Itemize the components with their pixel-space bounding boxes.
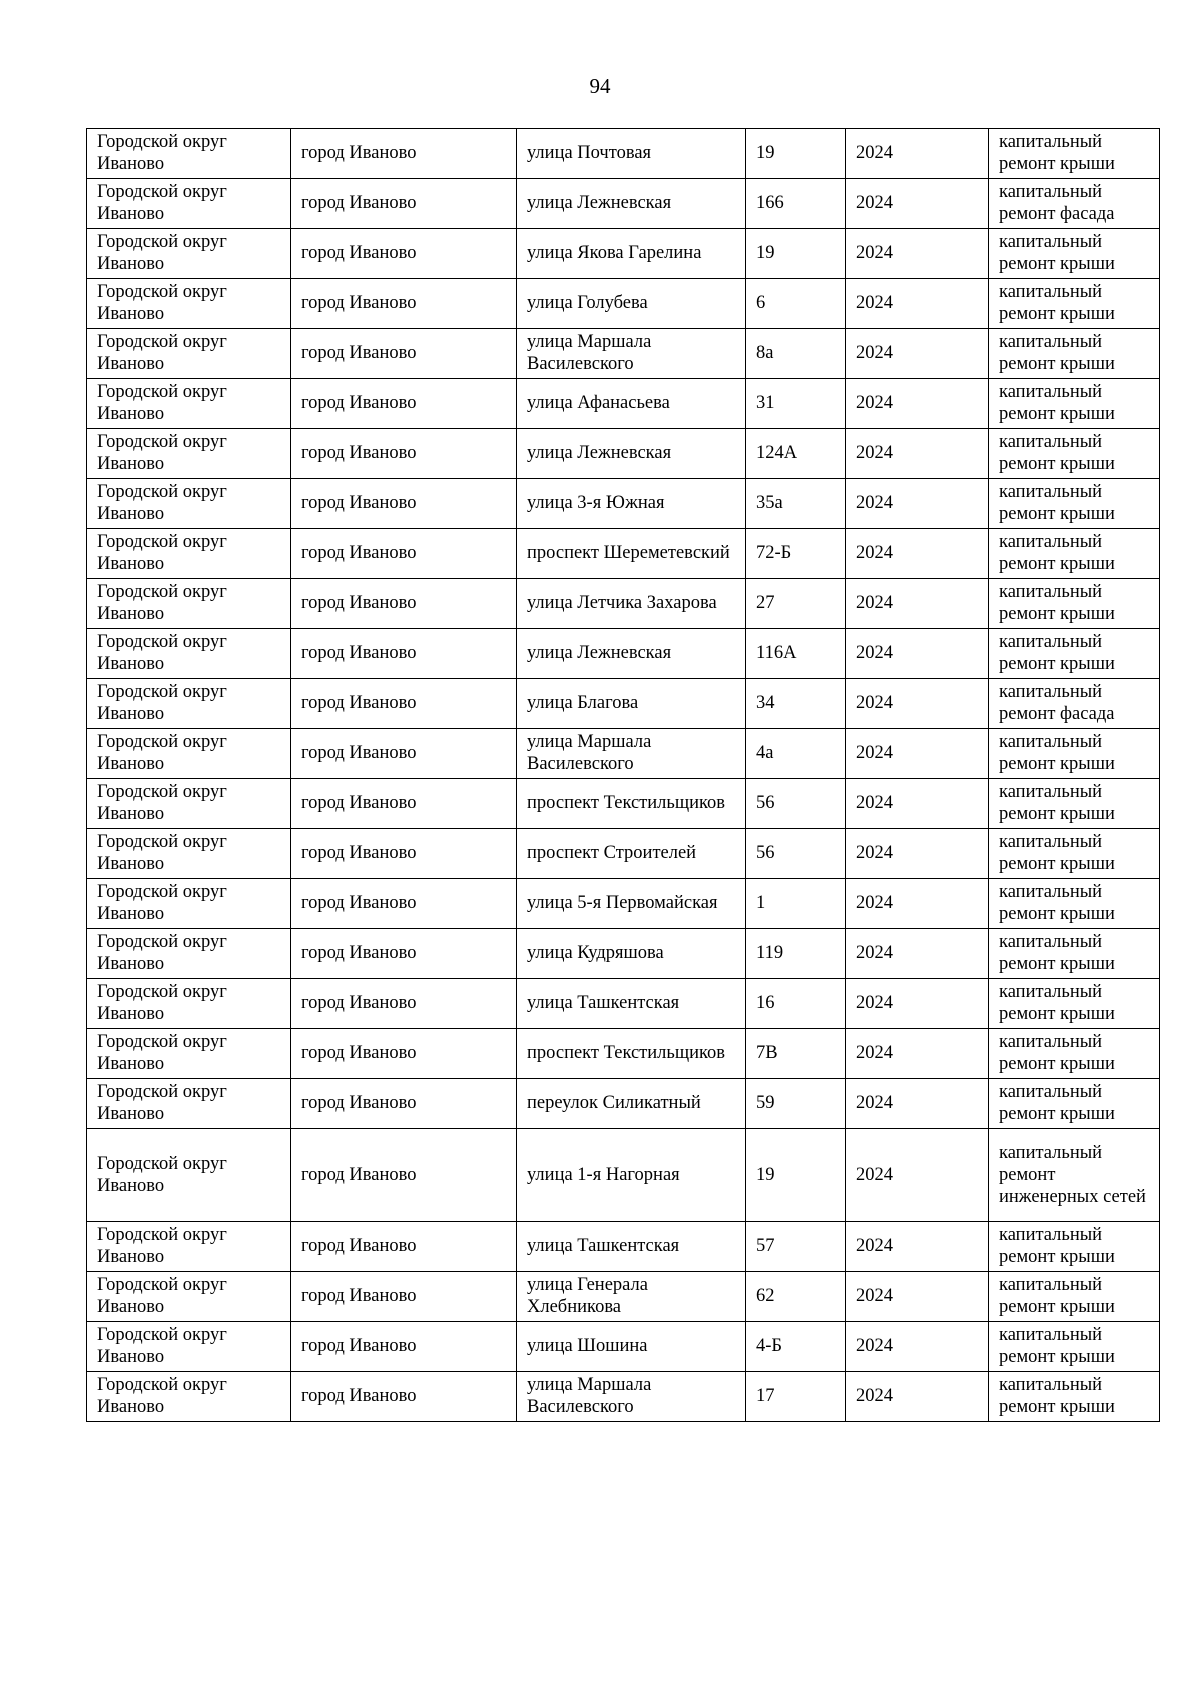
district-cell: Городской округ Иваново — [87, 579, 291, 629]
table-row — [87, 979, 1160, 1029]
work-type-cell: капитальный ремонт крыши — [989, 229, 1160, 279]
district-cell: Городской округ Иваново — [87, 829, 291, 879]
table-row — [87, 429, 1160, 479]
street-cell: улица 1-я Нагорная — [517, 1129, 746, 1222]
city-cell: город Иваново — [291, 879, 517, 929]
street-cell: улица Голубева — [517, 279, 746, 329]
street-cell: улица Почтовая — [517, 129, 746, 179]
house-number-cell: 59 — [746, 1079, 846, 1129]
work-type-cell: капитальный ремонт крыши — [989, 529, 1160, 579]
house-number-cell: 1 — [746, 879, 846, 929]
street-cell: улица Якова Гарелина — [517, 229, 746, 279]
work-type-cell: капитальный ремонт крыши — [989, 479, 1160, 529]
table-row — [87, 679, 1160, 729]
work-type-cell: капитальный ремонт крыши — [989, 1029, 1160, 1079]
house-number-cell: 166 — [746, 179, 846, 229]
table-row — [87, 1129, 1160, 1222]
house-number-cell: 56 — [746, 779, 846, 829]
work-type-cell: капитальный ремонт крыши — [989, 279, 1160, 329]
work-type-cell: капитальный ремонт крыши — [989, 1322, 1160, 1372]
district-cell: Городской округ Иваново — [87, 1272, 291, 1322]
table-row — [87, 779, 1160, 829]
year-cell: 2024 — [846, 379, 989, 429]
district-cell: Городской округ Иваново — [87, 529, 291, 579]
city-cell: город Иваново — [291, 929, 517, 979]
district-cell: Городской округ Иваново — [87, 879, 291, 929]
year-cell: 2024 — [846, 879, 989, 929]
street-cell: улица 3-я Южная — [517, 479, 746, 529]
city-cell: город Иваново — [291, 1079, 517, 1129]
work-type-cell: капитальный ремонт крыши — [989, 1272, 1160, 1322]
house-number-cell: 119 — [746, 929, 846, 979]
district-cell: Городской округ Иваново — [87, 979, 291, 1029]
house-number-cell: 19 — [746, 1129, 846, 1222]
year-cell: 2024 — [846, 229, 989, 279]
city-cell: город Иваново — [291, 1372, 517, 1422]
work-type-cell: капитальный ремонт крыши — [989, 829, 1160, 879]
year-cell: 2024 — [846, 979, 989, 1029]
city-cell: город Иваново — [291, 979, 517, 1029]
table-row — [87, 629, 1160, 679]
city-cell: город Иваново — [291, 779, 517, 829]
house-number-cell: 72-Б — [746, 529, 846, 579]
street-cell: улица Маршала Василевского — [517, 329, 746, 379]
district-cell: Городской округ Иваново — [87, 729, 291, 779]
district-cell: Городской округ Иваново — [87, 779, 291, 829]
table-row — [87, 479, 1160, 529]
city-cell: город Иваново — [291, 679, 517, 729]
city-cell: город Иваново — [291, 129, 517, 179]
city-cell: город Иваново — [291, 579, 517, 629]
year-cell: 2024 — [846, 629, 989, 679]
district-cell: Городской округ Иваново — [87, 229, 291, 279]
street-cell: проспект Текстильщиков — [517, 1029, 746, 1079]
city-cell: город Иваново — [291, 1222, 517, 1272]
year-cell: 2024 — [846, 829, 989, 879]
table-row — [87, 829, 1160, 879]
table-row — [87, 879, 1160, 929]
street-cell: улица Лежневская — [517, 629, 746, 679]
work-type-cell: капитальный ремонт крыши — [989, 1372, 1160, 1422]
year-cell: 2024 — [846, 1029, 989, 1079]
year-cell: 2024 — [846, 129, 989, 179]
work-type-cell: капитальный ремонт крыши — [989, 1079, 1160, 1129]
city-cell: город Иваново — [291, 1129, 517, 1222]
work-type-cell: капитальный ремонт фасада — [989, 679, 1160, 729]
table-row — [87, 1372, 1160, 1422]
street-cell: переулок Силикатный — [517, 1079, 746, 1129]
district-cell: Городской округ Иваново — [87, 1129, 291, 1222]
work-type-cell: капитальный ремонт крыши — [989, 329, 1160, 379]
district-cell: Городской округ Иваново — [87, 629, 291, 679]
table-row — [87, 379, 1160, 429]
city-cell: город Иваново — [291, 829, 517, 879]
work-type-cell: капитальный ремонт крыши — [989, 379, 1160, 429]
house-number-cell: 35а — [746, 479, 846, 529]
table-row — [87, 1272, 1160, 1322]
year-cell: 2024 — [846, 529, 989, 579]
house-number-cell: 4-Б — [746, 1322, 846, 1372]
city-cell: город Иваново — [291, 279, 517, 329]
work-type-cell: капитальный ремонт крыши — [989, 729, 1160, 779]
city-cell: город Иваново — [291, 429, 517, 479]
street-cell: улица Летчика Захарова — [517, 579, 746, 629]
city-cell: город Иваново — [291, 479, 517, 529]
city-cell: город Иваново — [291, 1029, 517, 1079]
year-cell: 2024 — [846, 1272, 989, 1322]
street-cell: улица Лежневская — [517, 429, 746, 479]
house-number-cell: 57 — [746, 1222, 846, 1272]
work-type-cell: капитальный ремонт крыши — [989, 629, 1160, 679]
city-cell: город Иваново — [291, 229, 517, 279]
district-cell: Городской округ Иваново — [87, 1222, 291, 1272]
table-row — [87, 1029, 1160, 1079]
table-row — [87, 1079, 1160, 1129]
house-number-cell: 19 — [746, 129, 846, 179]
city-cell: город Иваново — [291, 729, 517, 779]
district-cell: Городской округ Иваново — [87, 479, 291, 529]
house-number-cell: 8а — [746, 329, 846, 379]
district-cell: Городской округ Иваново — [87, 129, 291, 179]
house-number-cell: 19 — [746, 229, 846, 279]
work-type-cell: капитальный ремонт крыши — [989, 429, 1160, 479]
table-row — [87, 1222, 1160, 1272]
city-cell: город Иваново — [291, 1322, 517, 1372]
house-number-cell: 16 — [746, 979, 846, 1029]
year-cell: 2024 — [846, 179, 989, 229]
district-cell: Городской округ Иваново — [87, 679, 291, 729]
house-number-cell: 62 — [746, 1272, 846, 1322]
house-number-cell: 27 — [746, 579, 846, 629]
work-type-cell: капитальный ремонт фасада — [989, 179, 1160, 229]
table-row — [87, 129, 1160, 179]
house-number-cell: 4а — [746, 729, 846, 779]
table-row — [87, 579, 1160, 629]
work-type-cell: капитальный ремонт крыши — [989, 1222, 1160, 1272]
street-cell: проспект Шереметевский — [517, 529, 746, 579]
table-row — [87, 529, 1160, 579]
work-type-cell: капитальный ремонт крыши — [989, 929, 1160, 979]
year-cell: 2024 — [846, 779, 989, 829]
year-cell: 2024 — [846, 679, 989, 729]
district-cell: Городской округ Иваново — [87, 1322, 291, 1372]
year-cell: 2024 — [846, 729, 989, 779]
table-row — [87, 929, 1160, 979]
work-type-cell: капитальный ремонт крыши — [989, 779, 1160, 829]
work-type-cell: капитальный ремонт крыши — [989, 129, 1160, 179]
year-cell: 2024 — [846, 1129, 989, 1222]
street-cell: улица Лежневская — [517, 179, 746, 229]
street-cell: улица Шошина — [517, 1322, 746, 1372]
work-type-cell: капитальный ремонт крыши — [989, 979, 1160, 1029]
house-number-cell: 7В — [746, 1029, 846, 1079]
district-cell: Городской округ Иваново — [87, 279, 291, 329]
table-row — [87, 279, 1160, 329]
city-cell: город Иваново — [291, 1272, 517, 1322]
street-cell: улица Маршала Василевского — [517, 1372, 746, 1422]
table-row — [87, 179, 1160, 229]
district-cell: Городской округ Иваново — [87, 1029, 291, 1079]
street-cell: улица 5-я Первомайская — [517, 879, 746, 929]
year-cell: 2024 — [846, 579, 989, 629]
year-cell: 2024 — [846, 1372, 989, 1422]
year-cell: 2024 — [846, 929, 989, 979]
street-cell: улица Афанасьева — [517, 379, 746, 429]
district-cell: Городской округ Иваново — [87, 1079, 291, 1129]
street-cell: улица Кудряшова — [517, 929, 746, 979]
table-row — [87, 1322, 1160, 1372]
year-cell: 2024 — [846, 1079, 989, 1129]
repair-schedule-table — [86, 128, 1160, 1422]
city-cell: город Иваново — [291, 379, 517, 429]
city-cell: город Иваново — [291, 329, 517, 379]
house-number-cell: 6 — [746, 279, 846, 329]
district-cell: Городской округ Иваново — [87, 329, 291, 379]
work-type-cell: капитальный ремонт крыши — [989, 579, 1160, 629]
district-cell: Городской округ Иваново — [87, 429, 291, 479]
city-cell: город Иваново — [291, 179, 517, 229]
street-cell: улица Ташкентская — [517, 979, 746, 1029]
table-body — [87, 129, 1160, 1422]
year-cell: 2024 — [846, 329, 989, 379]
street-cell: улица Генерала Хлебникова — [517, 1272, 746, 1322]
year-cell: 2024 — [846, 1222, 989, 1272]
work-type-cell: капитальный ремонт крыши — [989, 879, 1160, 929]
house-number-cell: 56 — [746, 829, 846, 879]
district-cell: Городской округ Иваново — [87, 1372, 291, 1422]
page-number: 94 — [589, 74, 611, 98]
year-cell: 2024 — [846, 429, 989, 479]
year-cell: 2024 — [846, 279, 989, 329]
district-cell: Городской округ Иваново — [87, 379, 291, 429]
district-cell: Городской округ Иваново — [87, 929, 291, 979]
district-cell: Городской округ Иваново — [87, 179, 291, 229]
table-row — [87, 729, 1160, 779]
street-cell: проспект Текстильщиков — [517, 779, 746, 829]
house-number-cell: 34 — [746, 679, 846, 729]
house-number-cell: 17 — [746, 1372, 846, 1422]
city-cell: город Иваново — [291, 529, 517, 579]
house-number-cell: 124А — [746, 429, 846, 479]
year-cell: 2024 — [846, 479, 989, 529]
house-number-cell: 31 — [746, 379, 846, 429]
house-number-cell: 116А — [746, 629, 846, 679]
street-cell: улица Маршала Василевского — [517, 729, 746, 779]
street-cell: улица Ташкентская — [517, 1222, 746, 1272]
table-row — [87, 229, 1160, 279]
work-type-cell: капитальный ремонт инженерных сетей — [989, 1129, 1160, 1222]
city-cell: город Иваново — [291, 629, 517, 679]
street-cell: проспект Строителей — [517, 829, 746, 879]
year-cell: 2024 — [846, 1322, 989, 1372]
street-cell: улица Благова — [517, 679, 746, 729]
table-row — [87, 329, 1160, 379]
